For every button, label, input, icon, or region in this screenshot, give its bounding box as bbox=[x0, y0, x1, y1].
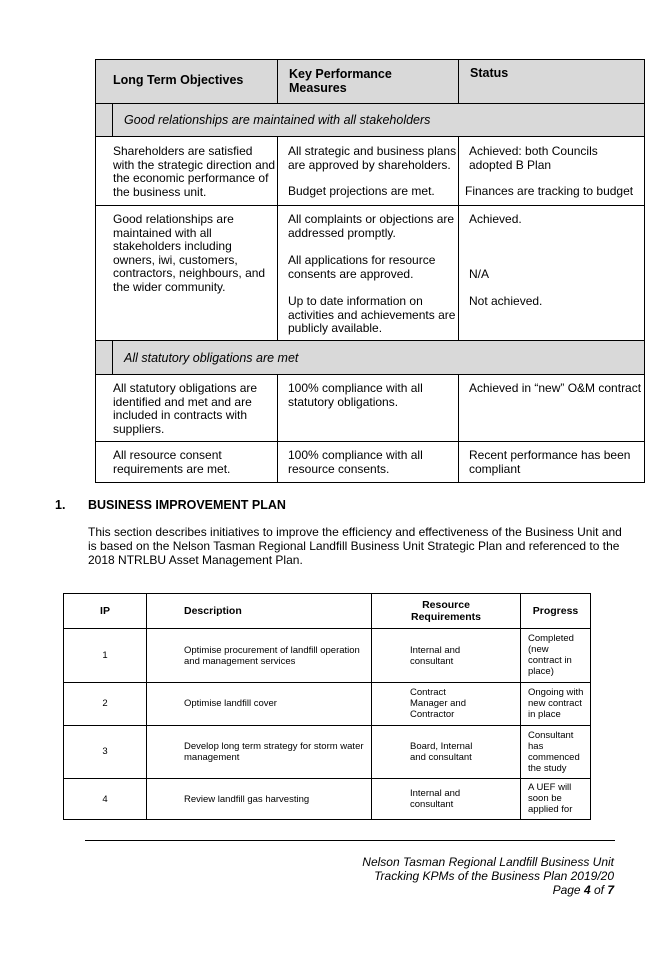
ip-number: 4 bbox=[102, 794, 108, 805]
header-objectives: Long Term Objectives bbox=[113, 73, 244, 87]
status-text: Finances are tracking to budget bbox=[465, 184, 634, 198]
ip-number: 1 bbox=[102, 650, 108, 661]
footer-doc-title: Tracking KPMs of the Business Plan 2019/20 bbox=[374, 869, 614, 883]
header-resources: Resource Requirements bbox=[410, 599, 482, 623]
section-row-statutory bbox=[96, 341, 644, 375]
ip-progress: Consultant has commenced the study bbox=[528, 730, 580, 774]
ip-resources: Board, Internal and consultant bbox=[410, 741, 473, 763]
measure-text: 100% compliance with all statutory obligations. bbox=[288, 381, 423, 409]
section-row-stakeholders bbox=[96, 104, 644, 137]
table-row bbox=[96, 442, 644, 482]
status-text: Achieved in “new” O&M contract bbox=[469, 381, 642, 395]
table-row bbox=[96, 206, 644, 341]
section-title: Good relationships are maintained with all stakeholders bbox=[124, 113, 431, 127]
ip-description: Optimise procurement of landfill operation and management services bbox=[184, 645, 360, 667]
table-row bbox=[64, 683, 590, 726]
table-row bbox=[64, 779, 590, 819]
status-text: Recent performance has been compliant bbox=[469, 448, 631, 476]
header-measures: Key Performance Measures bbox=[289, 67, 392, 95]
measure-text: Up to date information on activities and achievements are publicly available. bbox=[288, 294, 456, 336]
table-row bbox=[96, 375, 644, 442]
status-text: Not achieved. bbox=[469, 294, 543, 308]
page-current: 4 bbox=[583, 883, 591, 897]
header-status: Status bbox=[470, 66, 509, 80]
status-text: Achieved. bbox=[469, 212, 522, 226]
measure-text: All applications for resource consents are approved. bbox=[288, 253, 436, 281]
ip-progress: Completed (new contract in place) bbox=[528, 633, 574, 677]
table-row bbox=[96, 137, 644, 206]
status-text: N/A bbox=[469, 267, 490, 281]
page-mid: of bbox=[590, 883, 608, 897]
section-title: All statutory obligations are met bbox=[124, 351, 299, 365]
page-prefix: Page bbox=[552, 883, 584, 897]
measure-text: Budget projections are met. bbox=[288, 184, 435, 198]
section-paragraph: This section describes initiatives to improve the efficiency and effectiveness of the Business Unit and is based on the Nelson Tasman Regional Landfill Business Unit Strategic Plan and referenced to the 2018 NTRLBU Asset Management Plan. bbox=[88, 525, 622, 567]
ip-description: Review landfill gas harvesting bbox=[184, 794, 310, 805]
ip-number: 2 bbox=[102, 698, 108, 709]
ip-number: 3 bbox=[102, 746, 108, 757]
table-row bbox=[64, 726, 590, 779]
ip-resources: Internal and consultant bbox=[410, 645, 461, 667]
objective-cell: All resource consent requirements are met. bbox=[113, 448, 231, 476]
kpi-table bbox=[95, 59, 645, 483]
measure-text: All strategic and business plans are approved by shareholders. bbox=[288, 144, 457, 172]
ip-description: Develop long term strategy for storm water management bbox=[184, 741, 364, 763]
header-description: Description bbox=[184, 605, 242, 617]
ip-progress: A UEF will soon be applied for bbox=[528, 782, 573, 815]
improvement-plan-table bbox=[63, 593, 591, 820]
footer-org: Nelson Tasman Regional Landfill Business Unit bbox=[362, 855, 614, 869]
page-total: 7 bbox=[607, 883, 614, 897]
objective-cell: Good relationships are maintained with all stakeholders including owners, iwi, customers, contractors, neighbours, and the wider community. bbox=[113, 212, 266, 294]
objective-cell: All statutory obligations are identified and met and are included in contracts with suppliers. bbox=[113, 381, 258, 436]
footer-page-number bbox=[553, 883, 614, 897]
table-row bbox=[64, 629, 590, 683]
ip-resources: Internal and consultant bbox=[410, 788, 461, 810]
header-progress: Progress bbox=[532, 605, 579, 617]
kpi-header-row bbox=[96, 60, 644, 104]
header-ip: IP bbox=[100, 605, 110, 617]
ip-progress: Ongoing with new contract in place bbox=[528, 687, 584, 720]
section-number: 1. bbox=[55, 498, 66, 512]
footer-divider bbox=[85, 840, 615, 841]
status-text: Achieved: both Councils adopted B Plan bbox=[469, 144, 598, 172]
ip-resources: Contract Manager and Contractor bbox=[410, 687, 466, 720]
ip-description: Optimise landfill cover bbox=[184, 698, 277, 709]
section-heading: BUSINESS IMPROVEMENT PLAN bbox=[88, 498, 286, 512]
objective-cell: Shareholders are satisfied with the strategic direction and the economic performance of the business unit. bbox=[113, 144, 276, 199]
ip-header-row bbox=[64, 594, 590, 629]
measure-text: All complaints or objections are addressed promptly. bbox=[288, 212, 455, 240]
measure-text: 100% compliance with all resource consents. bbox=[288, 448, 423, 476]
